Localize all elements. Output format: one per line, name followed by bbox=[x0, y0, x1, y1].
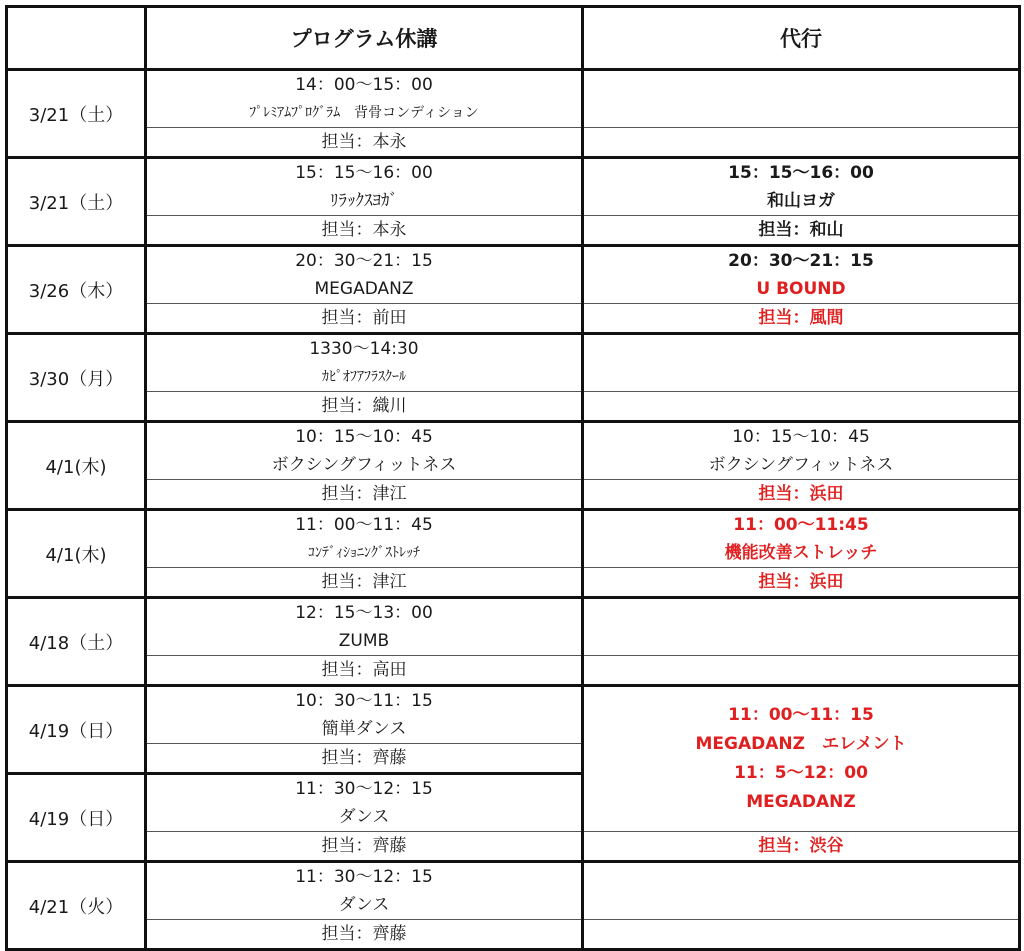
row-date: 4/1(木) bbox=[7, 510, 146, 598]
row-staff: 担当：織川 bbox=[146, 392, 583, 422]
table-row bbox=[7, 392, 1020, 422]
table-row bbox=[7, 539, 1020, 568]
table-row bbox=[7, 70, 1020, 100]
table-row bbox=[7, 451, 1020, 480]
table-row bbox=[7, 275, 1020, 304]
row-date: 4/18（土） bbox=[7, 598, 146, 686]
table-row bbox=[7, 510, 1020, 540]
merged-substitute-cell bbox=[583, 686, 1020, 832]
row-program: ダンス bbox=[146, 891, 583, 920]
row-staff: 担当：齊藤 bbox=[146, 832, 583, 862]
sub-time: 20：30～21：15 bbox=[583, 246, 1020, 276]
sub-empty bbox=[583, 70, 1020, 128]
table-row bbox=[7, 568, 1020, 598]
sub-program: 機能改善ストレッチ bbox=[583, 539, 1020, 568]
row-date: 3/30（月） bbox=[7, 334, 146, 422]
row-date: 3/26（木） bbox=[7, 246, 146, 334]
sub-empty bbox=[583, 862, 1020, 920]
sub-program: ボクシングフィットネス bbox=[583, 451, 1020, 480]
row-time: 20：30～21：15 bbox=[146, 246, 583, 276]
row-program: ﾘﾗｯｸｽﾖｶﾞ bbox=[146, 187, 583, 216]
row-program: ｶﾋﾟｵﾌｱﾌﾗｽｸｰﾙ bbox=[146, 363, 583, 392]
table-row bbox=[7, 920, 1020, 950]
sub-time: 10：15～10：45 bbox=[583, 422, 1020, 452]
merged-sub-line3: 11：5～12：00 bbox=[734, 763, 868, 783]
table-row bbox=[7, 304, 1020, 334]
merged-sub-line2: MEGADANZ エレメント bbox=[695, 734, 907, 754]
table-row bbox=[7, 246, 1020, 276]
table-row bbox=[7, 187, 1020, 216]
header-substitute: 代行 bbox=[583, 7, 1020, 70]
sub-empty-staff bbox=[583, 128, 1020, 158]
sub-program: 和山ヨガ bbox=[583, 187, 1020, 216]
row-time: 1330～14:30 bbox=[146, 334, 583, 364]
row-program: ｺﾝﾃﾞｨｼｮﾆﾝｸﾞｽﾄﾚｯﾁ bbox=[146, 539, 583, 568]
row-time: 14：00～15：00 bbox=[146, 70, 583, 100]
schedule-table bbox=[5, 5, 1021, 951]
row-program: ZUMB bbox=[146, 627, 583, 656]
row-staff: 担当：高田 bbox=[146, 656, 583, 686]
header-row bbox=[7, 7, 1020, 70]
row-time: 11：00～11：45 bbox=[146, 510, 583, 540]
row-program: ダンス bbox=[146, 803, 583, 832]
sub-time: 15：15～16：00 bbox=[583, 158, 1020, 188]
row-date: 4/21（火） bbox=[7, 862, 146, 950]
row-program: ﾌﾟﾚﾐｱﾑﾌﾟﾛｸﾞﾗﾑ 背骨コンディション bbox=[146, 99, 583, 128]
table-row bbox=[7, 158, 1020, 188]
header-program: プログラム休講 bbox=[146, 7, 583, 70]
sub-empty bbox=[583, 334, 1020, 392]
row-time: 10：30～11：15 bbox=[146, 686, 583, 716]
row-time: 11：30～12：15 bbox=[146, 862, 583, 892]
sub-empty-staff bbox=[583, 392, 1020, 422]
row-program: ボクシングフィットネス bbox=[146, 451, 583, 480]
table-row bbox=[7, 334, 1020, 364]
row-staff: 担当：齊藤 bbox=[146, 744, 583, 774]
table-row bbox=[7, 422, 1020, 452]
table-row bbox=[7, 862, 1020, 892]
row-date: 4/19（日） bbox=[7, 774, 146, 862]
table-row bbox=[7, 656, 1020, 686]
merged-sub-line1: 11：00～11：15 bbox=[728, 705, 874, 725]
merged-sub-staff: 担当：渋谷 bbox=[583, 832, 1020, 862]
sub-empty bbox=[583, 598, 1020, 656]
row-staff: 担当：前田 bbox=[146, 304, 583, 334]
sub-program: U BOUND bbox=[583, 275, 1020, 304]
row-staff: 担当：津江 bbox=[146, 480, 583, 510]
row-date: 4/1(木) bbox=[7, 422, 146, 510]
sub-staff: 担当：和山 bbox=[583, 216, 1020, 246]
sub-staff: 担当：浜田 bbox=[583, 568, 1020, 598]
row-date: 4/19（日） bbox=[7, 686, 146, 774]
row-staff: 担当：本永 bbox=[146, 128, 583, 158]
table-row bbox=[7, 128, 1020, 158]
row-staff: 担当：齊藤 bbox=[146, 920, 583, 950]
sub-empty-staff bbox=[583, 920, 1020, 950]
row-time: 15：15～16：00 bbox=[146, 158, 583, 188]
table-row bbox=[7, 480, 1020, 510]
row-staff: 担当：津江 bbox=[146, 568, 583, 598]
sub-time: 11：00～11:45 bbox=[583, 510, 1020, 540]
row-date: 3/21（土） bbox=[7, 70, 146, 158]
row-date: 3/21（土） bbox=[7, 158, 146, 246]
merged-sub-line4: MEGADANZ bbox=[746, 792, 856, 812]
sub-staff: 担当：風間 bbox=[583, 304, 1020, 334]
table-row bbox=[7, 686, 1020, 716]
table-row bbox=[7, 598, 1020, 628]
table-row bbox=[7, 216, 1020, 246]
row-time: 10：15～10：45 bbox=[146, 422, 583, 452]
table-row bbox=[7, 832, 1020, 862]
sub-staff: 担当：浜田 bbox=[583, 480, 1020, 510]
header-date-blank bbox=[7, 7, 146, 70]
row-time: 12：15～13：00 bbox=[146, 598, 583, 628]
row-program: MEGADANZ bbox=[146, 275, 583, 304]
row-time: 11：30～12：15 bbox=[146, 774, 583, 804]
row-program: 簡単ダンス bbox=[146, 715, 583, 744]
sub-empty-staff bbox=[583, 656, 1020, 686]
row-staff: 担当：本永 bbox=[146, 216, 583, 246]
